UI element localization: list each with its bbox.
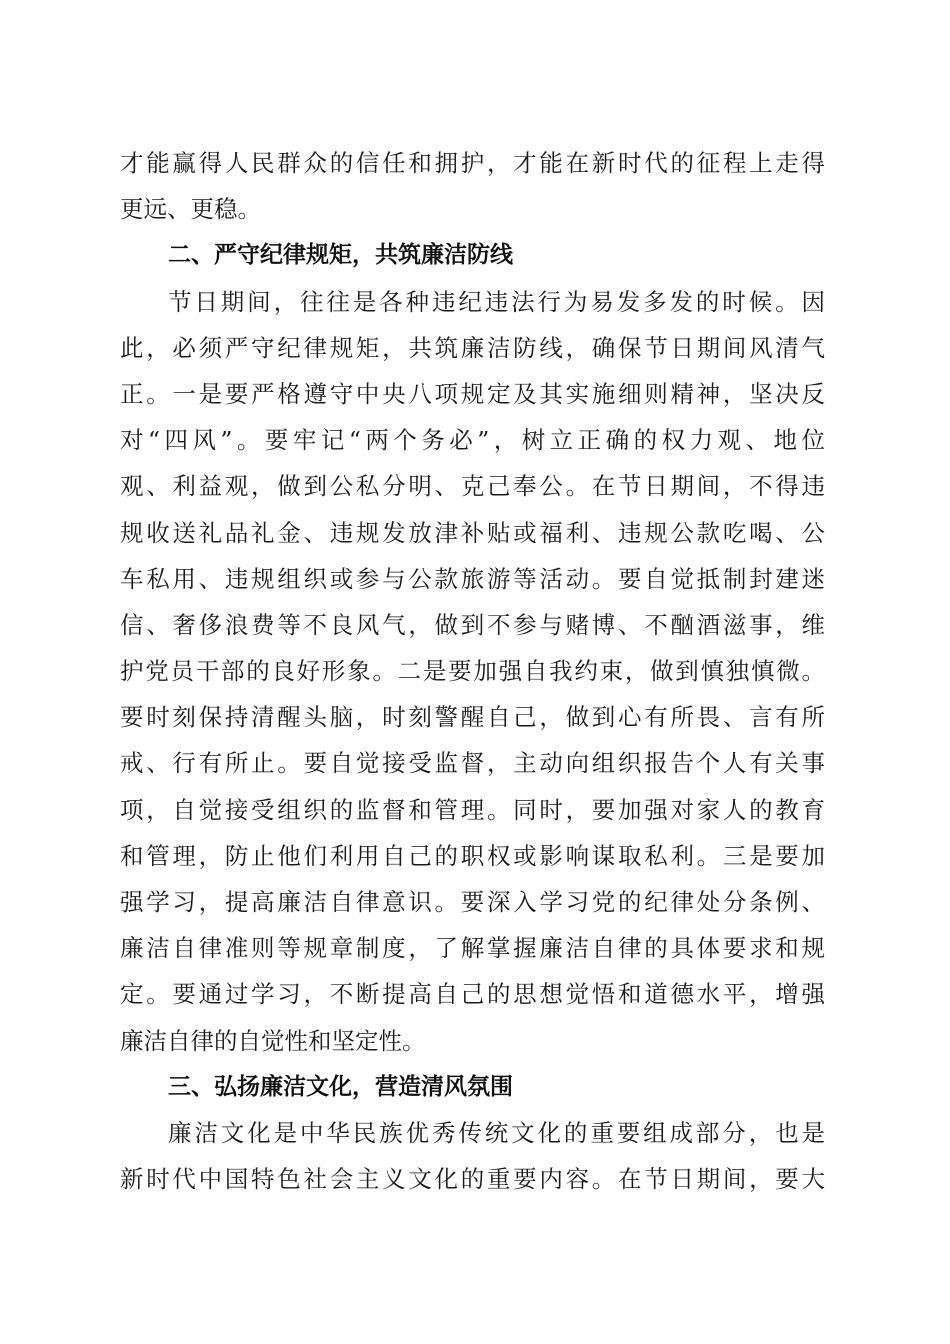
paragraph-line: 才能赢得人民群众的信任和拥护，才能在新时代的征程上走得 (120, 149, 825, 177)
section-heading-3: 三、弘扬廉洁文化，营造清风氛围 (168, 1073, 513, 1100)
paragraph-line: 和管理，防止他们利用自己的职权或影响谋取私利。三是要加 (120, 841, 825, 870)
paragraph-line: 廉洁自律准则等规章制度，了解掌握廉洁自律的具体要求和规 (120, 934, 825, 963)
section-heading-2: 二、严守纪律规矩，共筑廉洁防线 (168, 242, 513, 269)
paragraph-line: 信、奢侈浪费等不良风气，做到不参与赌博、不酗酒滋事，维 (120, 610, 825, 639)
paragraph-line: 护党员干部的良好形象。二是要加强自我约束，做到慎独慎微。 (120, 657, 825, 686)
paragraph-line: 廉洁自律的自觉性和坚定性。 (120, 1026, 426, 1055)
paragraph-line: 戒、行有所止。要自觉接受监督，主动向组织报告个人有关事 (120, 749, 825, 778)
paragraph-line: 廉洁文化是中华民族优秀传统文化的重要组成部分，也是 (168, 1118, 825, 1147)
paragraph-line: 对“四风”。要牢记“两个务必”，树立正确的权力观、地位 (120, 426, 825, 455)
paragraph-line: 节日期间，往往是各种违纪违法行为易发多发的时候。因 (168, 287, 825, 316)
paragraph-line: 正。一是要严格遵守中央八项规定及其实施细则精神，坚决反 (120, 379, 825, 408)
paragraph-line: 项，自觉接受组织的监督和管理。同时，要加强对家人的教育 (120, 795, 825, 824)
paragraph-line: 定。要通过学习，不断提高自己的思想觉悟和道德水平，增强 (120, 980, 825, 1009)
paragraph-line: 强学习，提高廉洁自律意识。要深入学习党的纪律处分条例、 (120, 888, 825, 916)
document-body (120, 140, 825, 1202)
paragraph-line: 新时代中国特色社会主义文化的重要内容。在节日期间，要大 (120, 1165, 825, 1194)
paragraph-line: 规收送礼品礼金、违规发放津补贴或福利、违规公款吃喝、公 (120, 518, 825, 547)
paragraph-line: 观、利益观，做到公私分明、克己奉公。在节日期间，不得违 (120, 472, 825, 501)
paragraph-line: 车私用、违规组织或参与公款旅游等活动。要自觉抵制封建迷 (120, 564, 825, 593)
paragraph-line: 要时刻保持清醒头脑，时刻警醒自己，做到心有所畏、言有所 (120, 703, 825, 732)
paragraph-line: 更远、更稳。 (120, 195, 261, 224)
paragraph-line: 此，必须严守纪律规矩，共筑廉洁防线，确保节日期间风清气 (120, 333, 825, 362)
